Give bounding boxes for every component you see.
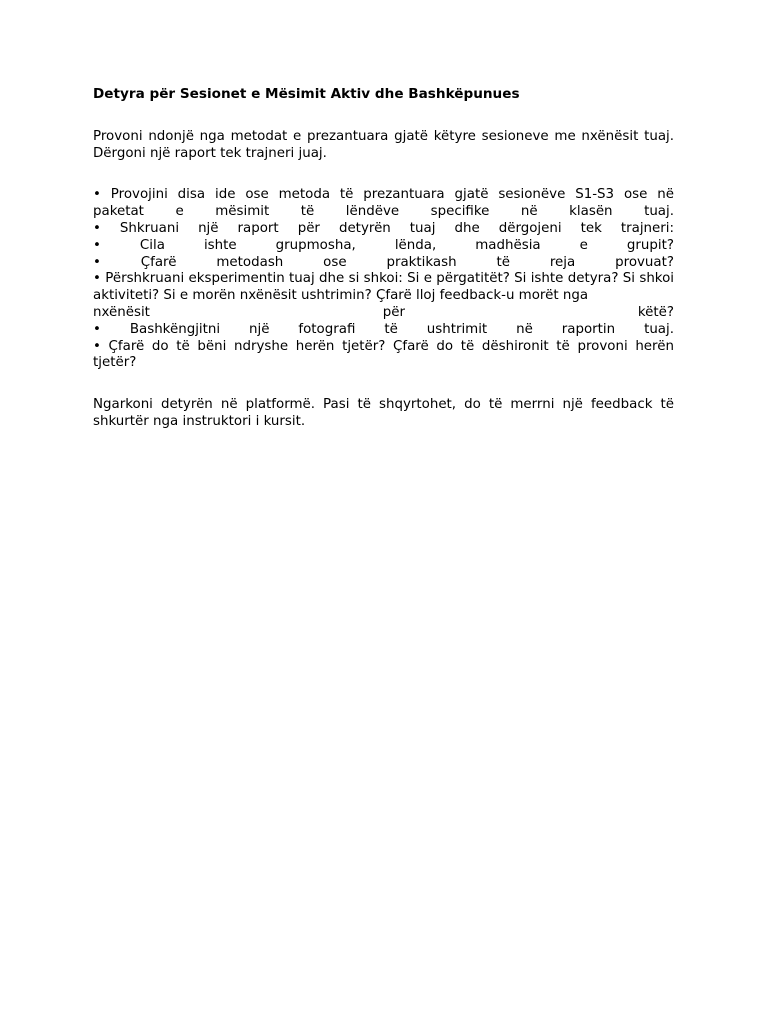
bullet-item-4: • Çfarë metodash ose praktikash të reja provuat? <box>93 254 674 270</box>
document-title: Detyra për Sesionet e Mësimit Aktiv dhe Bashkëpunues <box>93 86 520 102</box>
bullet-item-7: • Çfarë do të bëni ndryshe herën tjetër? Çfarë do të dëshironit të provoni herën tjetër? <box>93 338 674 371</box>
bullet-item-1-line-1: • Provojini disa ide ose metoda të prezantuara gjatë sesionëve S1-S3 ose në <box>93 187 674 203</box>
closing-paragraph: Ngarkoni detyrën në platformë. Pasi të shqyrtohet, do të merrni një feedback të shkurtër nga instruktori i kursit. <box>93 397 674 429</box>
bullet-item-5: • Përshkruani eksperimentin tuaj dhe si shkoi: Si e përgatitët? Si ishte detyra? Si shkoi aktiviteti? Si e morën nxënësit ushtrimin? Çfarë lloj feedback-u morët nga <box>93 271 674 304</box>
bullet-item-3: • Cila ishte grupmosha, lënda, madhësia e grupit? <box>93 237 674 253</box>
bullet-item-2: • Shkruani një raport për detyrën tuaj dhe dërgojeni tek trajneri: <box>93 220 674 236</box>
intro-paragraph: Provoni ndonjë nga metodat e prezantuara gjatë këtyre sesioneve me nxënësit tuaj. Dërgoni një raport tek trajneri juaj. <box>93 128 674 161</box>
bullet-item-6: • Bashkëngjitni një fotografi të ushtrimit në raportin tuaj. <box>93 321 674 337</box>
bullet-item-5-last-line: nxënësit për këtë? <box>93 304 674 320</box>
document-page <box>93 86 674 431</box>
bullet-list <box>93 187 674 372</box>
bullet-item-1-line-2: paketat e mësimit të lëndëve specifike në klasën tuaj. <box>93 204 674 220</box>
